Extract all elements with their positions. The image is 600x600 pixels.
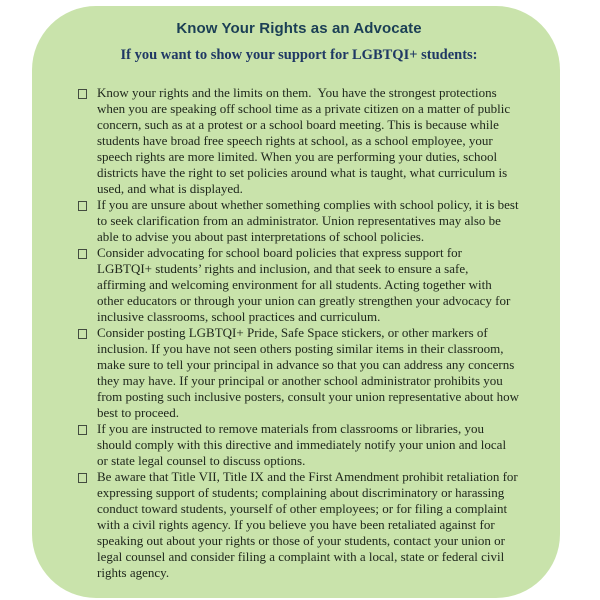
list-item-text: If you are instructed to remove materials from classrooms or libraries, you should comply with this directive and immediately notify your union and local or state legal counsel to discuss options.: [97, 421, 510, 468]
list-item-text: If you are unsure about whether something complies with school policy, it is best to seek clarification from an administrator. Union representatives may also be able to advise you about past interpretations of school policies.: [97, 197, 522, 244]
rights-list: [78, 85, 523, 581]
checkbox-bullet-icon: [78, 201, 87, 211]
list-item: [78, 85, 520, 197]
list-item-text: Be aware that Title VII, Title IX and the First Amendment prohibit retaliation for expressing support of students; complaining about discriminatory or harassing conduct toward students, yourself of other employees; or for filing a complaint with a civil rights agency. If you believe you have been retaliated against for speaking out about your rights or those of your students, contact your union or legal counsel and consider filing a complaint with a local, state or federal civil rights agency.: [97, 469, 522, 580]
checkbox-bullet-icon: [78, 249, 87, 259]
page-title: Know Your Rights as an Advocate: [176, 20, 422, 37]
list-item: [78, 197, 520, 245]
checkbox-bullet-icon: [78, 89, 87, 99]
list-item: [78, 245, 520, 325]
list-item: [78, 469, 520, 581]
rights-card: [32, 6, 560, 598]
list-item: [78, 325, 523, 421]
checkbox-bullet-icon: [78, 329, 87, 339]
checkbox-bullet-icon: [78, 425, 87, 435]
checkbox-bullet-icon: [78, 473, 87, 483]
list-item-text: Know your rights and the limits on them. You have the strongest protections when you are speaking off school time as a private citizen on a matter of public concern, such as at a protest or a school board meeting. This is because while students have broad free speech rights at school, as a school employee, your speech rights are more limited. When you are performing your duties, school districts have the right to set policies around what is taught, what curriculum is used, and what is displayed.: [97, 85, 514, 196]
list-item: [78, 421, 520, 469]
list-item-text: Consider posting LGBTQI+ Pride, Safe Space stickers, or other markers of inclusion. If you have not seen others posting similar items in their classroom, make sure to tell your principal in advance so that you can address any concerns they may have. If your principal or another school administrator prohibits you from posting such inclusive posters, consult your union representative about how best to proceed.: [97, 325, 523, 420]
list-item-text: Consider advocating for school board policies that express support for LGBTQI+ students’ rights and inclusion, and that seek to ensure a safe, affirming and welcoming environment for all students. Acting together with other educators or through your union can greatly strengthen your advocacy for inclusive classrooms, school practices and curriculum.: [97, 245, 514, 324]
page-subtitle: If you want to show your support for LGBTQI+ students:: [120, 47, 478, 63]
